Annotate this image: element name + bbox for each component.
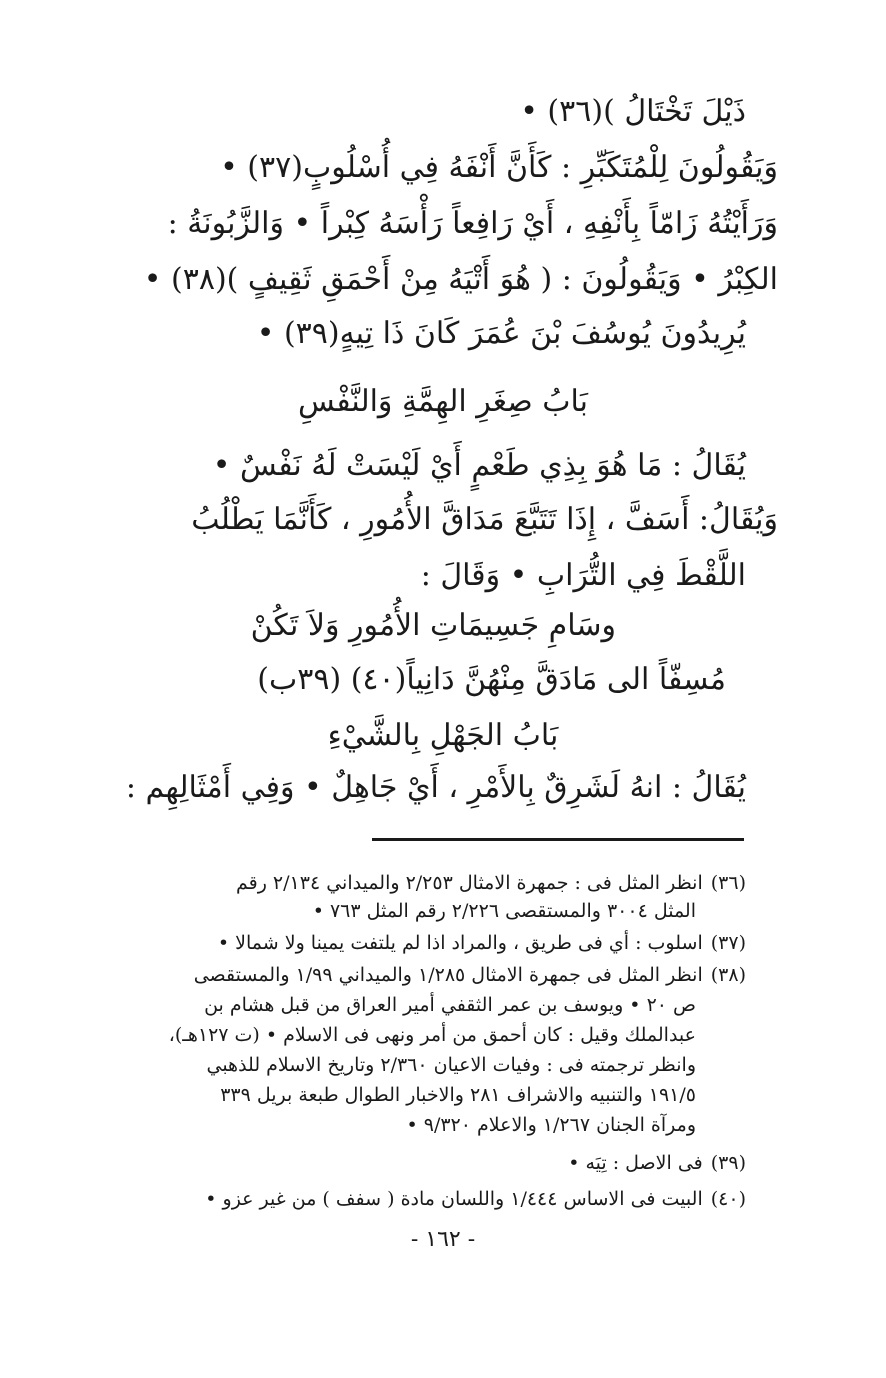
footnote-line [100, 1022, 696, 1048]
body-line: وَيَقُولُونَ لِلْمُتَكَبِّرِ : كَأَنَّ أَنْفَهُ فِي أُسْلُوبٍ(٣٧) • [220, 150, 778, 185]
section-heading: بَابُ صِغَرِ الهِمَّةِ وَالنَّفْسِ [297, 384, 588, 419]
section-heading: بَابُ الجَهْلِ بِالشَّيْءِ [327, 718, 559, 753]
footnote-line [100, 992, 696, 1018]
footnote-text: ١٩١/٥ والتنبيه والاشراف ٢٨١ والاخبار الطوال طبعة بريل ٣٣٩ [220, 1084, 696, 1106]
footnote-line [100, 870, 746, 896]
body-line: ذَيْلَ تَخْتَالُ )(٣٦) • [520, 94, 746, 129]
verse-line: وسَامِ جَسِيمَاتِ الأُمُورِ وَلاَ تَكُنْ [250, 608, 616, 643]
footnote-text: انظر المثل فى : جمهرة الامثال ٢/٢٥٣ والميداني ٢/١٣٤ رقم [235, 872, 703, 894]
footnote-text: اسلوب : أي فى طريق ، والمراد اذا لم يلتفت يمينا ولا شمالا • [217, 932, 703, 954]
body-line: وَرَأَيْتُهُ زَامّاً بِأَنْفِهِ ، أَيْ رَافِعاً رَأْسَهُ كِبْراً • وَالزَّبُونَةُ : [167, 206, 778, 241]
footnote-number: (٣٨) [710, 964, 746, 986]
footnote-line [100, 1150, 746, 1176]
body-line: اللَّقْطَ فِي التُّرَابِ • وَقَالَ : [420, 558, 746, 593]
footnote-text: عبدالملك وقيل : كان أحمق من أمر ونهى فى الاسلام • (ت ١٢٧هـ)، [168, 1024, 696, 1046]
body-line: يُقَالُ : مَا هُوَ بِذِي طَعْمٍ أَيْ لَيْسَتْ لَهُ نَفْسٌ • [212, 448, 746, 483]
footnote-separator [372, 838, 744, 841]
footnote-number: (٣٦) [710, 872, 746, 894]
body-line: الكِبْرُ • وَيَقُولُونَ : ( هُوَ أَتْيَهُ مِنْ أَحْمَقِ ثَقِيفٍ )(٣٨) • [143, 262, 778, 297]
footnote-text: وانظر ترجمته فى : وفيات الاعيان ٢/٣٦٠ وتاريخ الاسلام للذهبي [206, 1054, 696, 1076]
footnote-number: (٤٠) [710, 1188, 746, 1210]
footnote-line [100, 962, 746, 988]
footnote-text: المثل ٣٠٠٤ والمستقصى ٢/٢٢٦ رقم المثل ٧٦٣ • [312, 900, 696, 922]
footnote-text: فى الاصل : تِيَه • [568, 1152, 703, 1174]
footnote-line [100, 898, 696, 924]
footnote-number: (٣٧) [710, 932, 746, 954]
footnote-text: ومرآة الجنان ١/٢٦٧ والاعلام ٩/٣٢٠ • [406, 1114, 696, 1136]
footnote-line [100, 930, 746, 956]
footnote-number: (٣٩) [710, 1152, 746, 1174]
footnote-text: البيت فى الاساس ١/٤٤٤ واللسان مادة ( سفف ) من غير عزو • [205, 1188, 703, 1210]
footnote-text: انظر المثل فى جمهرة الامثال ١/٢٨٥ والميداني ١/٩٩ والمستقصى [193, 964, 703, 986]
body-line: وَيُقَالُ: أَسَفَّ ، إِذَا تَتَبَّعَ مَدَاقَّ الأُمُورِ ، كَأَنَّمَا يَطْلُبُ [191, 502, 778, 537]
footnote-text: ص ٢٠ • ويوسف بن عمر الثقفي أمير العراق من قبل هشام بن [204, 994, 696, 1016]
footnote-line [100, 1186, 746, 1212]
footnote-line [100, 1112, 696, 1138]
page-number: - ١٦٢ - [410, 1227, 476, 1252]
verse-line: مُسِفّاً الى مَادَقَّ مِنْهُنَّ دَانِياً(٤٠) (٣٩ب) [257, 662, 726, 697]
footnote-line [100, 1052, 696, 1078]
footnote-line [100, 1082, 696, 1108]
body-line: يُقَالُ : انهُ لَشَرِقٌ بِالأَمْرِ ، أَيْ جَاهِلٌ • وَفِي أَمْثَالِهِم : [125, 770, 746, 805]
body-line: يُرِيدُونَ يُوسُفَ بْنَ عُمَرَ كَانَ ذَا تِيهٍ(٣٩) • [256, 316, 746, 351]
